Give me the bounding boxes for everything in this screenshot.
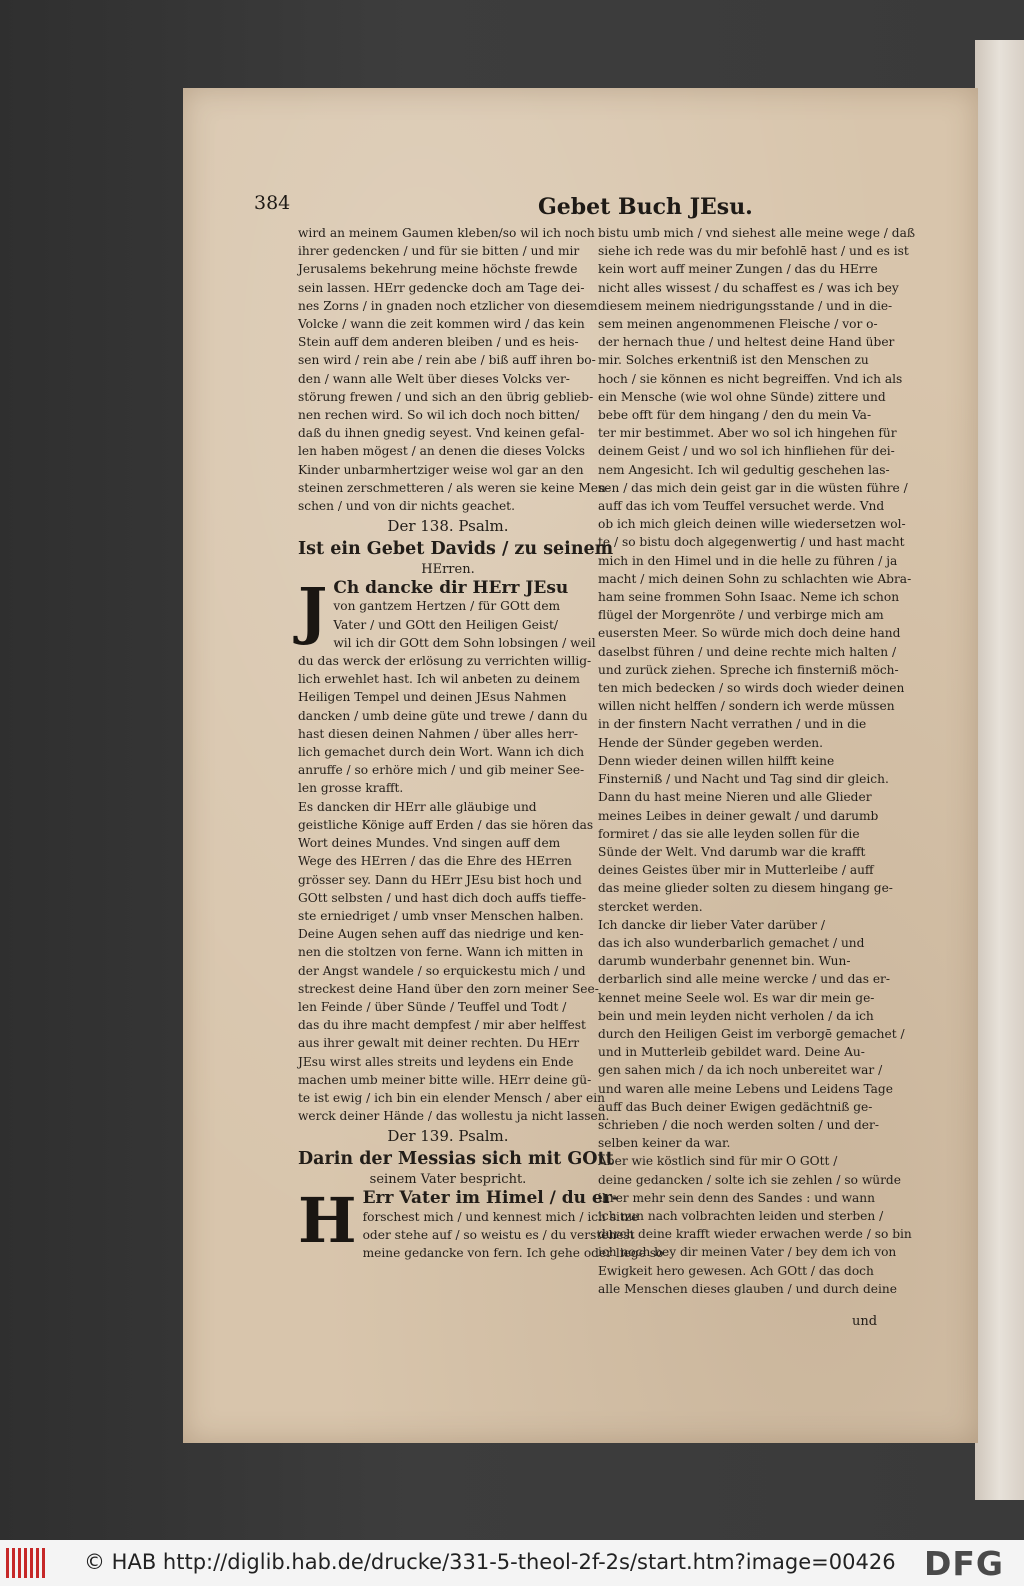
text-line: forschest mich / und kennest mich / ich sitze	[362, 1209, 639, 1224]
text-line: kein wort auff meiner Zungen / das du HErre	[598, 262, 878, 277]
psalm-138-title: Ist ein Gebet Davids / zu seinem	[298, 539, 614, 560]
text-line: sem meinen angenommenen Fleische / vor o-	[598, 317, 878, 332]
text-line: GOtt selbsten / und hast dich doch auffs tieffe-	[298, 890, 586, 905]
text-line: werck deiner Hände / das wollestu ja nicht lassen.	[298, 1109, 610, 1124]
text-line: durch deine krafft wieder erwachen werde / so bin	[598, 1227, 912, 1242]
psalm-139-body	[298, 1184, 664, 1262]
text-line: und in Mutterleib gebildet ward. Deine Au-	[598, 1045, 865, 1060]
text-line: willen nicht helffen / sondern ich werde müssen	[598, 699, 895, 714]
psalm-139-dropcap: H	[298, 1184, 357, 1258]
text-line: sein lassen. HErr gedencke doch am Tage dei-	[298, 280, 585, 295]
text-line: ich nun nach volbrachten leiden und sterben /	[598, 1208, 884, 1223]
text-line: ihrer mehr sein denn des Sandes : und wann	[598, 1190, 875, 1205]
text-line: meines Leibes in deiner gewalt / und darumb	[598, 808, 879, 823]
text-line: Hende der Sünder gegeben werden.	[598, 735, 824, 750]
text-line: nen rechen wird. So wil ich doch noch bitten/	[298, 408, 580, 423]
text-line: nicht alles wissest / du schaffest es / was ich bey	[598, 280, 899, 295]
text-line: daselbst führen / und deine rechte mich halten /	[598, 644, 897, 659]
text-line: bistu umb mich / vnd siehest alle meine wege / daß	[598, 226, 915, 240]
text-line: mir. Solches erkentniß ist den Menschen zu	[598, 353, 869, 368]
text-line: du das werck der erlösung zu verrichten willig-	[298, 654, 592, 669]
text-line: len grosse krafft.	[298, 781, 404, 796]
text-line: sen / das mich dein geist gar in die wüsten führe /	[598, 480, 908, 495]
text-line: Denn wieder deinen willen hilfft keine	[598, 753, 835, 768]
text-line: ste erniedriget / umb vnser Menschen halben.	[298, 908, 584, 923]
barcode-icon	[6, 1548, 46, 1578]
text-line: ich noch bey dir meinen Vater / bey dem ich von	[598, 1245, 897, 1260]
text-line: schen / und von dir nichts geachet.	[298, 499, 515, 514]
psalm-138-subtitle: HErren.	[421, 562, 475, 578]
text-line: ihrer gedencken / und für sie bitten / und mir	[298, 244, 580, 259]
text-line: nen die stoltzen von ferne. Wann ich mitten in	[298, 945, 584, 960]
text-line: ein Mensche (wie wol ohne Sünde) zittere und	[598, 389, 886, 404]
text-line: mich in den Himel und in die helle zu führen / ja	[598, 553, 898, 568]
text-line: nes Zorns / in gnaden noch etzlicher von diesem	[298, 298, 598, 313]
text-line: schrieben / die noch werden solten / und der-	[598, 1117, 879, 1132]
text-line: durch den Heiligen Geist im verborgē gemachet /	[598, 1026, 905, 1041]
text-line: ten mich bedecken / so wirds doch wieder deinen	[598, 681, 905, 696]
text-line: geistliche Könige auff Erden / das sie hören das	[298, 817, 594, 832]
dfg-logo: DFG	[924, 1544, 1005, 1583]
copyright-url[interactable]: © HAB http://diglib.hab.de/drucke/331-5-theol-2f-2s/start.htm?image=00426	[84, 1550, 896, 1574]
text-line: anruffe / so erhöre mich / und gib meiner See-	[298, 763, 585, 778]
text-line: stercket werden.	[598, 899, 703, 914]
text-line: Finsterniß / und Nacht und Tag sind dir gleich.	[598, 772, 889, 787]
right-column	[598, 224, 915, 1298]
right-column-text	[598, 224, 915, 1298]
text-line: lich gemachet durch dein Wort. Wann ich dich	[298, 745, 585, 760]
text-line: len haben mögest / an denen die dieses Volcks	[298, 444, 586, 459]
text-line: te / so bistu doch algegenwertig / und hast macht	[598, 535, 905, 550]
psalm-139-subtitle: seinem Vater bespricht.	[369, 1172, 527, 1188]
text-line: Vater / und GOtt den Heiligen Geist/	[333, 617, 558, 632]
text-line: aus ihrer gewalt mit deiner rechten. Du HErr	[298, 1036, 580, 1051]
text-line: deine gedancken / solte ich sie zehlen / so würde	[598, 1172, 901, 1187]
text-line: wil ich dir GOtt dem Sohn lobsingen / weil	[333, 635, 596, 650]
text-line: Ich dancke dir lieber Vater darüber /	[598, 917, 826, 932]
text-line: auff das ich vom Teuffel versuchet werde. Vnd	[598, 499, 885, 514]
text-line: derbarlich sind alle meine wercke / und das er-	[598, 972, 890, 987]
text-line: Es dancken dir HErr alle gläubige und	[298, 799, 537, 814]
text-line: JEsu wirst alles streits und leydens ein Ende	[298, 1054, 574, 1069]
text-line: hast diesen deinen Nahmen / über alles herr-	[298, 726, 578, 741]
text-line: und waren alle meine Lebens und Leidens Tage	[598, 1081, 893, 1096]
text-line: deinem Geist / und wo sol ich hinfliehen für dei-	[598, 444, 895, 459]
text-line: Jerusalems bekehrung meine höchste frewde	[298, 262, 578, 277]
text-line: darumb wunderbahr genennet bin. Wun-	[598, 954, 851, 969]
text-line: Aber wie köstlich sind für mir O GOtt /	[598, 1154, 838, 1169]
text-line: lich erwehlet hast. Ich wil anbeten zu deinem	[298, 672, 580, 687]
text-line: alle Menschen dieses glauben / und durch deine	[598, 1281, 897, 1296]
text-line: gen sahen mich / da ich noch unbereitet war /	[598, 1063, 883, 1078]
text-line: der Angst wandele / so erquickestu mich / und	[298, 963, 586, 978]
catchword: und	[852, 1314, 878, 1329]
text-line: steinen zerschmetteren / als weren sie keine Men-	[298, 480, 610, 495]
psalm-138-dropcap: J	[298, 574, 328, 648]
text-line: Ewigkeit hero gewesen. Ach GOtt / das doch	[598, 1263, 874, 1278]
text-line: selben keiner da war.	[598, 1136, 731, 1151]
text-line: Kinder unbarmhertziger weise wol gar an den	[298, 462, 584, 477]
footer-bar	[0, 1540, 1024, 1586]
psalm-139-title: Darin der Messias sich mit GOtt	[298, 1149, 614, 1170]
psalm-138-body	[298, 574, 610, 1125]
text-line: sen wird / rein abe / rein abe / biß auff ihren bo-	[298, 353, 596, 368]
text-line: meine gedancke von fern. Ich gehe oder liege so	[362, 1245, 664, 1260]
text-line: machen umb meiner bitte wille. HErr deine gü-	[298, 1072, 592, 1087]
text-line: und zurück ziehen. Spreche ich finsterniß möch-	[598, 662, 899, 677]
text-line: Wege des HErren / das die Ehre des HErren	[298, 854, 572, 869]
text-line: te ist ewig / ich bin ein elender Mensch / aber ein	[298, 1090, 605, 1105]
text-line: in der finstern Nacht verrathen / und in die	[598, 717, 867, 732]
text-line: das ich also wunderbarlich gemachet / und	[598, 935, 865, 950]
text-line: siehe ich rede was du mir befohlē hast / und es ist	[598, 244, 909, 259]
text-line: kennet meine Seele wol. Es war dir mein ge-	[598, 990, 875, 1005]
text-line: ter mir bestimmet. Aber wo sol ich hingehen für	[598, 426, 897, 441]
text-line: diesem meinem niedrigungsstande / und in die-	[598, 298, 893, 313]
psalm-138-text	[298, 597, 610, 1125]
text-line: ob ich mich gleich deinen wille wiedersetzen wol-	[598, 517, 906, 532]
text-line: störung frewen / und sich an den übrig geblieb-	[298, 389, 594, 404]
psalm-139-number: Der 139. Psalm.	[387, 1127, 509, 1146]
text-line: auff das Buch deiner Ewigen gedächtniß ge-	[598, 1099, 873, 1114]
text-line: len Feinde / über Sünde / Teuffel und Todt /	[298, 999, 567, 1014]
text-line: ham seine frommen Sohn Isaac. Neme ich schon	[598, 590, 900, 605]
text-line: bein und mein leyden nicht verholen / da ich	[598, 1008, 874, 1023]
text-line: formiret / das sie alle leyden sollen für die	[598, 826, 860, 841]
psalm-139-first-words: Err Vater im Himel / du er-	[362, 1188, 619, 1209]
text-line: daß du ihnen gnedig seyest. Vnd keinen gefal-	[298, 426, 585, 441]
text-line: streckest deine Hand über den zorn meiner See-	[298, 981, 599, 996]
adjacent-page-edge	[975, 40, 1024, 1500]
text-line: deines Geistes über mir in Mutterleibe / auff	[598, 863, 874, 878]
text-line: eusersten Meer. So würde mich doch deine hand	[598, 626, 901, 641]
text-line: Deine Augen sehen auff das niedrige und ken-	[298, 927, 584, 942]
text-line: das du ihre macht dempfest / mir aber helffest	[298, 1018, 586, 1033]
text-line: Heiligen Tempel und deinen JEsus Nahmen	[298, 690, 567, 705]
psalm-138-first-words: Ch dancke dir HErr JEsu	[333, 578, 569, 599]
text-line: Dann du hast meine Nieren und alle Glieder	[598, 790, 872, 805]
text-line: oder stehe auf / so weistu es / du verstehest	[362, 1227, 635, 1242]
text-line: grösser sey. Dann du HErr JEsu bist hoch und	[298, 872, 582, 887]
text-line: flügel der Morgenröte / und verbirge mich am	[598, 608, 884, 623]
text-line: wird an meinem Gaumen kleben/so wil ich noch	[298, 226, 595, 240]
text-line: von gantzem Hertzen / für GOtt dem	[333, 599, 561, 614]
text-line: macht / mich deinen Sohn zu schlachten wie Abra-	[598, 571, 912, 586]
text-line: den / wann alle Welt über dieses Volcks ver-	[298, 371, 570, 386]
psalm-138-number: Der 138. Psalm.	[387, 517, 509, 536]
text-line: Sünde der Welt. Vnd darumb war die krafft	[598, 844, 866, 859]
page-number: 384	[254, 192, 291, 214]
text-line: Wort deines Mundes. Vnd singen auff dem	[298, 836, 561, 851]
text-line: das meine glieder solten zu diesem hingang ge-	[598, 881, 893, 896]
left-column-text	[298, 224, 610, 515]
text-line: Volcke / wann die zeit kommen wird / das kein	[298, 317, 585, 332]
text-line: bebe offt für dem hingang / den du mein Va-	[598, 408, 872, 423]
text-line: hoch / sie können es nicht begreiffen. Vnd ich als	[598, 371, 903, 386]
running-head: Gebet Buch JEsu.	[538, 194, 753, 220]
text-line: dancken / umb deine güte und trewe / dann du	[298, 708, 588, 723]
text-line: Stein auff dem anderen bleiben / und es heis-	[298, 335, 579, 350]
text-line: der hernach thue / und heltest deine Hand über	[598, 335, 895, 350]
text-line: nem Angesicht. Ich wil gedultig geschehen las-	[598, 462, 890, 477]
